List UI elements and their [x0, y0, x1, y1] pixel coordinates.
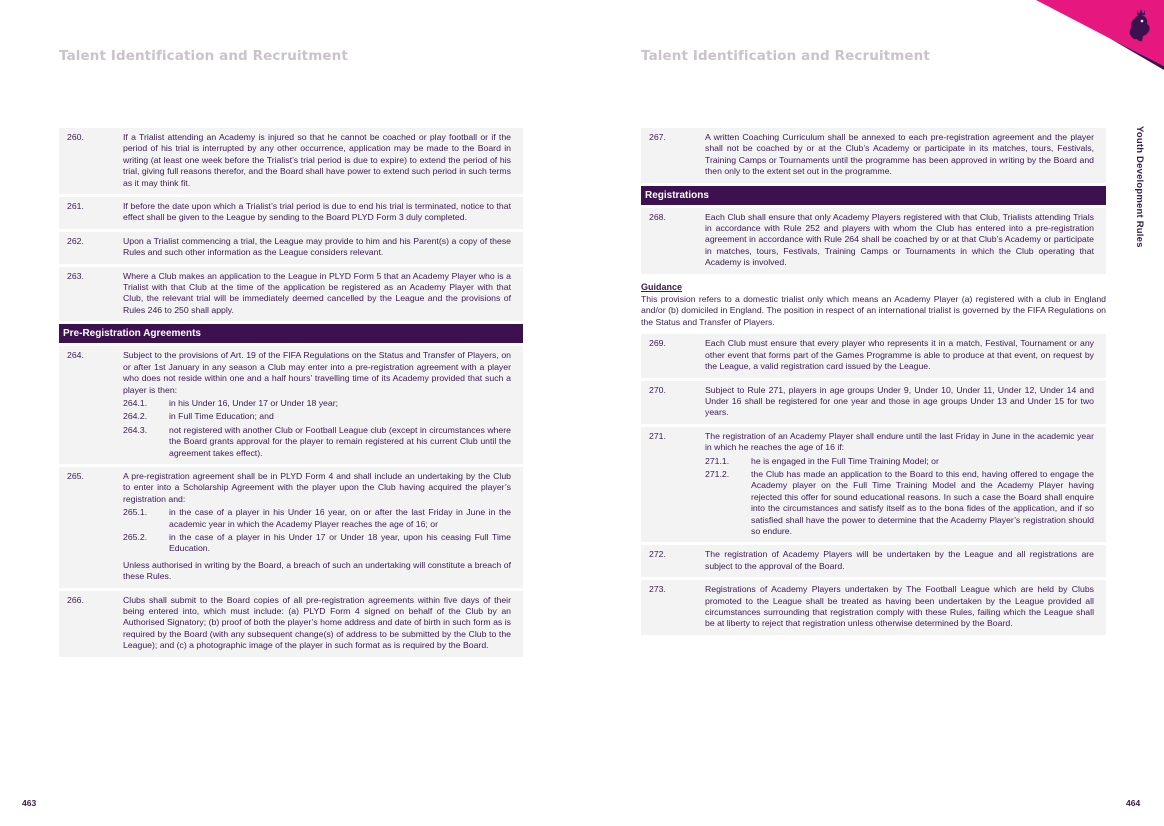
page-number-right: 464 [1126, 798, 1141, 808]
sub-rule-number: 265.1. [123, 507, 148, 518]
rule-text: Subject to Rule 271, players in age groups Under 9, Under 10, Under 11, Under 12, Under 14 and Under 16 shall be registered for one year and those in age groups Under 13 and Under 15 for two years. [705, 384, 1094, 418]
rule-number: 268. [649, 211, 666, 222]
page-header-right: Talent Identification and Recruitment [641, 48, 930, 64]
section-title-registrations: Registrations [641, 186, 1106, 205]
rule-number: 262. [67, 235, 84, 246]
sub-rule-text: in the case of a player in his Under 17 or Under 18 year, upon his ceasing Full Time Education. [169, 531, 511, 554]
sub-rule [123, 507, 511, 530]
rule-text: Clubs shall submit to the Board copies of all pre-registration agreements within five days of their being entered into, which must include: (a) PLYD Form 4 signed on behalf of the Club by an Authorised Signatory; (b) proof of both the player’s home address and date of birth in such form as is required by the Board (with any subsequent change(s) of address to be submitted by the Club to the League); and (c) a photographic image of the player in such format as is required by the Board. [123, 594, 511, 651]
sub-rule-text: the Club has made an application to the Board to this end, having offered to engage the Academy player on the Full Time Training Model and the Academy Player having rejected this offer for sound educational reasons. In such a case the Board shall enquire into the circumstances and satisfy itself as to the bona fides of the application, and if so satisfied shall have the power to determine that the Academy Player’s registration should so endure. [751, 468, 1094, 536]
sub-rule-number: 265.2. [123, 531, 148, 542]
rule-text: The registration of an Academy Player shall endure until the last Friday in June in the academic year in which he reaches the age of 16 if: [705, 430, 1094, 453]
sub-rule-number: 264.3. [123, 424, 148, 435]
rule-number: 271. [649, 430, 666, 441]
guidance-title: Guidance [641, 281, 683, 292]
rule-text: A pre-registration agreement shall be in PLYD Form 4 and shall include an undertaking by the Club to enter into a Scholarship Agreement with the player upon the Club having acquired the player’s registration and: [123, 470, 511, 504]
sub-rule-number: 271.1. [705, 455, 730, 466]
sub-rule [123, 398, 511, 409]
sub-rule [705, 469, 1094, 537]
rule-number: 266. [67, 594, 84, 605]
sub-rule [123, 425, 511, 459]
page-header-left: Talent Identification and Recruitment [59, 48, 348, 64]
rule-text: Subject to the provisions of Art. 19 of the FIFA Regulations on the Status and Transfer of Players, on or after 1st January in any season a Club may enter into a pre-registration agreement with a player who does not reside within one and a half hours’ travelling time of its Academy provided that such a player is then: [123, 350, 511, 395]
rule-text: Each Club must ensure that every player who represents it in a match, Festival, Tournament or any other event that forms part of the Games Programme is able to produce at that event, on request by the League, a valid registration card issued by the League. [705, 338, 1094, 372]
rule-closing-text: Unless authorised in writing by the Board, a breach of such an undertaking will constitute a breach of these Rules. [123, 559, 511, 582]
right-column [641, 128, 1106, 638]
rule-text: Upon a Trialist commencing a trial, the League may provide to him and his Parent(s) a copy of these Rules and such other information as the League considers relevant. [123, 235, 511, 258]
sub-rule-number: 264.1. [123, 397, 148, 408]
sub-rule-text: he is engaged in the Full Time Training Model; or [751, 455, 939, 466]
rule-number: 264. [67, 350, 84, 361]
sub-rule-number: 264.2. [123, 411, 148, 422]
sub-rule-number: 271.2. [705, 468, 730, 479]
rule-261 [59, 197, 523, 229]
rule-text: If before the date upon which a Trialist’s trial period is due to end his trial is terminated, notice to that effect shall be given to the League by sending to the Board PLYD Form 3 duly completed. [123, 201, 511, 223]
rule-text: A written Coaching Curriculum shall be annexed to each pre-registration agreement and the player shall not be coached by or at the Club’s Academy or participate in its matches, tours, Festivals, Training Camps or Tournaments until the programme has been approved in writing by the Board and then only to the extent set out in the programme. [705, 132, 1094, 177]
rule-272 [641, 545, 1106, 577]
sub-rule-text: in Full Time Education; and [169, 411, 274, 422]
rule-271 [641, 427, 1106, 543]
rule-number: 260. [67, 132, 84, 142]
rule-265 [59, 467, 523, 588]
side-label: Youth Development Rules [1134, 126, 1145, 248]
rule-number: 270. [649, 384, 666, 395]
rule-266 [59, 591, 523, 657]
rule-text: If a Trialist attending an Academy is injured so that he cannot be coached or play football or if the period of his trial is interrupted by any other occurrence, application may be made to the Board in writing (at least one week before the Trialist’s trial period is due to expire) to extend the period of his trial, giving full reasons therefor, and the Board shall have power to extend such period in such terms as it may think fit. [123, 132, 511, 188]
page-number-left: 463 [22, 798, 37, 808]
corner-brand-graphic [1014, 0, 1164, 70]
rule-268 [641, 208, 1106, 274]
sub-rule [123, 411, 511, 422]
rule-264 [59, 346, 523, 464]
rule-number: 267. [649, 132, 666, 142]
rule-270 [641, 381, 1106, 424]
guidance-block [641, 282, 1106, 329]
rule-273 [641, 580, 1106, 635]
rule-number: 265. [67, 470, 84, 481]
sub-rule-text: in the case of a player in his Under 16 year, on or after the last Friday in June in the academic year in which the Academy Player reaches the age of 16; or [169, 507, 511, 529]
rule-number: 263. [67, 270, 84, 281]
sub-rule [123, 532, 511, 555]
left-column [59, 128, 523, 660]
rule-text: Where a Club makes an application to the League in PLYD Form 5 that an Academy Player who is a Trialist with that Club at the time of the application be registered as an Academy Player with that Club, the relevant trial will be immediately deemed cancelled by the League and the provisions of Rules 246 to 250 shall apply. [123, 270, 511, 315]
sub-rule-text: in his Under 16, Under 17 or Under 18 year; [169, 397, 339, 408]
rule-text: Each Club shall ensure that only Academy Players registered with that Club, Trialists attending Trials in accordance with Rule 252 and players with whom the Club has entered into a pre-registration agreement in accordance with Rule 264 shall be coached by or at that Club’s Academy or participate in matches, tours, Festivals, Training Camps or Tournaments in which the Club operating that Academy is involved. [705, 211, 1094, 268]
sub-rule-text: not registered with another Club or Football League club (except in circumstances where the Board grants approval for the player to remain registered at his current Club until the agreement takes effect). [169, 424, 511, 458]
rule-263 [59, 267, 523, 322]
rule-262 [59, 232, 523, 264]
section-title-pre-registration: Pre-Registration Agreements [59, 324, 523, 343]
rule-number: 272. [649, 549, 666, 560]
rule-267 [641, 128, 1106, 183]
rule-number: 273. [649, 584, 666, 595]
rule-text: The registration of Academy Players will be undertaken by the League and all registrations are subject to the approval of the Board. [705, 549, 1094, 571]
rule-text: Registrations of Academy Players undertaken by The Football League which are held by Clubs promoted to the League shall be treated as having been undertaken by the League provided all circumstances surrounding that registration comply with these Rules, failing which the League shall be at liberty to reject that registration unless otherwise determined by the Board. [705, 584, 1094, 629]
rule-number: 261. [67, 201, 84, 212]
rule-269 [641, 334, 1106, 377]
rule-260 [59, 128, 523, 194]
sub-rule [705, 456, 1094, 467]
guidance-text: This provision refers to a domestic trialist only which means an Academy Player (a) registered with a club in England and/or (b) domiciled in England. The position in respect of an international trialist is governed by the FIFA Regulations on the Status and Transfer of Players. [641, 294, 1106, 327]
rule-number: 269. [649, 338, 666, 349]
